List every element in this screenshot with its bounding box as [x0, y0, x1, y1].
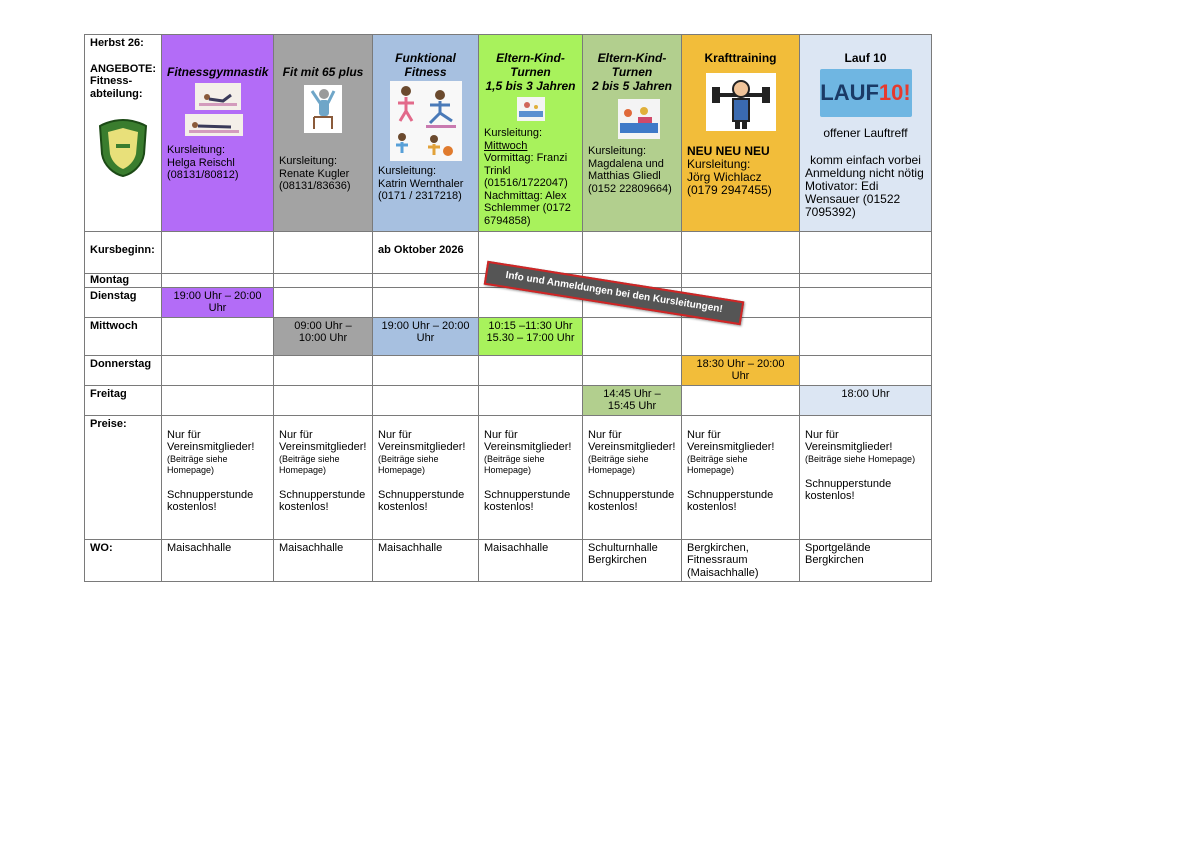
cell — [800, 355, 932, 385]
course-title-line3: 2 bis 5 Jahren — [591, 79, 673, 93]
start-row-label: Kursbeginn: — [85, 232, 162, 274]
cell — [800, 232, 932, 274]
course-title-line1: Eltern-Kind- — [597, 51, 667, 65]
course-title-line2: Turnen — [611, 65, 653, 79]
wednesday-label: Mittwoch — [85, 317, 162, 355]
weightlifter-icon — [706, 73, 776, 131]
fitness-people-icon — [390, 81, 462, 161]
exercise-photo-icon — [185, 114, 243, 136]
course-header-eltern-kind-2 — [583, 35, 682, 232]
course-header-funktional — [373, 35, 479, 232]
price-members: Nur für Vereinsmitglieder! — [805, 428, 893, 453]
cell — [479, 385, 583, 415]
price-trial: Schnupperstunde kostenlos! — [279, 488, 366, 513]
family-gym-icon — [517, 97, 545, 121]
lead-name: Magdalena und Matthias Gliedl — [588, 157, 664, 182]
course-title-line3: 1,5 bis 3 Jahren — [485, 79, 576, 93]
morning-contact: (01516/1722047) — [484, 177, 568, 189]
time-krafttraining: 18:30 Uhr – 20:00 Uhr — [682, 355, 800, 385]
cell — [274, 355, 373, 385]
cell — [682, 232, 800, 274]
location: Bergkirchen, Fitnessraum (Maisachhalle) — [682, 539, 800, 582]
club-logo-icon — [96, 118, 150, 178]
cell — [583, 317, 682, 355]
prices-label: Preise: — [85, 415, 162, 539]
course-header-fitnessgymnastik — [162, 35, 274, 232]
price-cell — [800, 415, 932, 539]
lead-contact: (0179 2947455) — [687, 183, 772, 197]
price-members: Nur für Vereinsmitglieder! — [588, 428, 676, 453]
price-trial: Schnupperstunde kostenlos! — [378, 488, 465, 513]
price-cell — [583, 415, 682, 539]
price-trial: Schnupperstunde kostenlos! — [167, 488, 254, 513]
lauf10-logo-text: LAUF — [820, 80, 879, 105]
where-label: WO: — [85, 539, 162, 582]
cell — [373, 355, 479, 385]
cell — [373, 385, 479, 415]
cell — [162, 317, 274, 355]
price-cell — [682, 415, 800, 539]
schedule-table — [84, 34, 932, 582]
price-cell — [274, 415, 373, 539]
lead-label: Kursleitung: — [484, 127, 543, 139]
location: Maisachhalle — [479, 539, 583, 582]
cell — [800, 274, 932, 288]
season-label: Herbst 26: — [90, 37, 144, 49]
cell — [274, 232, 373, 274]
time-funktional: 19:00 Uhr – 20:00 Uhr — [373, 317, 479, 355]
cell — [800, 317, 932, 355]
lead-label: Kursleitung: — [279, 155, 338, 167]
lead-label: Kursleitung: — [687, 157, 751, 171]
friday-label: Freitag — [85, 385, 162, 415]
cell — [373, 274, 479, 288]
price-fees: (Beiträge siehe Homepage) — [805, 453, 916, 464]
price-trial: Schnupperstunde kostenlos! — [687, 488, 774, 513]
lauf-info1: komm einfach vorbei — [810, 153, 921, 167]
price-cell — [162, 415, 274, 539]
lead-label: Kursleitung: — [588, 145, 647, 157]
course-title: Funktional Fitness — [395, 51, 456, 79]
monday-label: Montag — [85, 274, 162, 288]
lead-name: Katrin Wernthaler — [378, 177, 464, 190]
cell — [274, 274, 373, 288]
location: Maisachhalle — [373, 539, 479, 582]
price-trial: Schnupperstunde kostenlos! — [484, 488, 571, 513]
tuesday-label: Dienstag — [85, 287, 162, 317]
time-fitnessgymnastik: 19:00 Uhr – 20:00 Uhr — [162, 287, 274, 317]
course-header-eltern-kind-1 — [479, 35, 583, 232]
cell — [162, 274, 274, 288]
course-header-krafttraining — [682, 35, 800, 232]
info-banner: Info und Anmeldungen bei den Kursleitungen! — [484, 261, 745, 325]
price-members: Nur für Vereinsmitglieder! — [484, 428, 572, 453]
location: Maisachhalle — [274, 539, 373, 582]
cell — [162, 232, 274, 274]
location: Maisachhalle — [162, 539, 274, 582]
cell — [583, 355, 682, 385]
course-title: Fit mit 65 plus — [282, 65, 364, 79]
senior-chair-exercise-icon — [304, 85, 342, 133]
lead-contact: (08131/80812) — [167, 169, 239, 181]
lead-name: Renate Kugler — [279, 167, 350, 180]
price-members: Nur für Vereinsmitglieder! — [167, 428, 255, 453]
course-header-fit65 — [274, 35, 373, 232]
lead-contact: (0171 / 2317218) — [378, 190, 462, 202]
morning-lead: Vormittag: Franzi Trinkl — [484, 152, 568, 177]
price-cell — [479, 415, 583, 539]
new-badge: NEU NEU NEU — [687, 144, 770, 158]
cell — [682, 274, 800, 288]
location: Schulturnhalle Bergkirchen — [583, 539, 682, 582]
time-slot: 15.30 – 17:00 Uhr — [486, 332, 575, 344]
time-eltern-kind-2: 14:45 Uhr – 15:45 Uhr — [583, 385, 682, 415]
exercise-photo-icon — [195, 83, 241, 110]
cell — [583, 232, 682, 274]
lead-name: Helga Reischl — [167, 156, 235, 169]
cell — [274, 385, 373, 415]
price-fees: (Beiträge siehe Homepage) — [279, 453, 340, 475]
time-slot: 10:15 –11:30 Uhr — [488, 319, 573, 332]
thursday-label: Donnerstag — [85, 355, 162, 385]
course-title: Fitnessgymnastik — [167, 65, 269, 79]
price-members: Nur für Vereinsmitglieder! — [378, 428, 466, 453]
time-fit65: 09:00 Uhr – 10:00 Uhr — [274, 317, 373, 355]
cell — [800, 287, 932, 317]
time-eltern-kind-1 — [479, 317, 583, 355]
price-members: Nur für Vereinsmitglieder! — [279, 428, 367, 453]
course-title-line2: Turnen — [510, 65, 551, 79]
header-cell — [85, 35, 162, 232]
course-title: Krafttraining — [704, 51, 777, 65]
price-fees: (Beiträge siehe Homepage) — [484, 453, 545, 475]
cell — [162, 355, 274, 385]
lauf-info2: Anmeldung nicht nötig — [805, 166, 924, 180]
lead-label: Kursleitung: — [378, 165, 437, 177]
price-fees: (Beiträge siehe Homepage) — [687, 453, 748, 475]
cell — [682, 385, 800, 415]
start-funktional: ab Oktober 2026 — [373, 232, 479, 274]
price-fees: (Beiträge siehe Homepage) — [167, 453, 228, 475]
cell — [274, 287, 373, 317]
price-trial: Schnupperstunde kostenlos! — [588, 488, 675, 513]
cell — [162, 385, 274, 415]
price-cell — [373, 415, 479, 539]
course-title: Lauf 10 — [844, 51, 887, 65]
cell — [373, 287, 479, 317]
course-day: Mittwoch — [484, 139, 528, 152]
dept-label: Fitness-abteilung: — [90, 75, 143, 100]
course-header-lauf10 — [800, 35, 932, 232]
lauf10-logo-number: 10! — [878, 80, 911, 105]
kids-gym-icon — [618, 99, 660, 139]
price-trial: Schnupperstunde kostenlos! — [805, 477, 892, 502]
lauf-motivator: Motivator: Edi Wensauer (01522 7095392) — [805, 179, 901, 219]
offers-label: ANGEBOTE: — [90, 62, 156, 75]
location: Sportgelände Bergkirchen — [800, 539, 932, 582]
course-title-line1: Eltern-Kind- — [496, 51, 565, 65]
cell — [479, 355, 583, 385]
lead-label: Kursleitung: — [167, 144, 226, 156]
price-fees: (Beiträge siehe Homepage) — [588, 453, 649, 475]
price-members: Nur für Vereinsmitglieder! — [687, 428, 775, 453]
lead-contact: (08131/83636) — [279, 180, 351, 192]
lauf10-logo-icon — [820, 69, 912, 117]
lauf-desc: offener Lauftreff — [823, 126, 908, 140]
time-lauf10: 18:00 Uhr — [800, 385, 932, 415]
lead-name: Jörg Wichlacz — [687, 170, 762, 184]
afternoon-lead: Nachmittag: Alex Schlemmer (0172 6794858) — [484, 189, 571, 227]
price-fees: (Beiträge siehe Homepage) — [378, 453, 439, 475]
lead-contact: (0152 22809664) — [588, 182, 672, 195]
